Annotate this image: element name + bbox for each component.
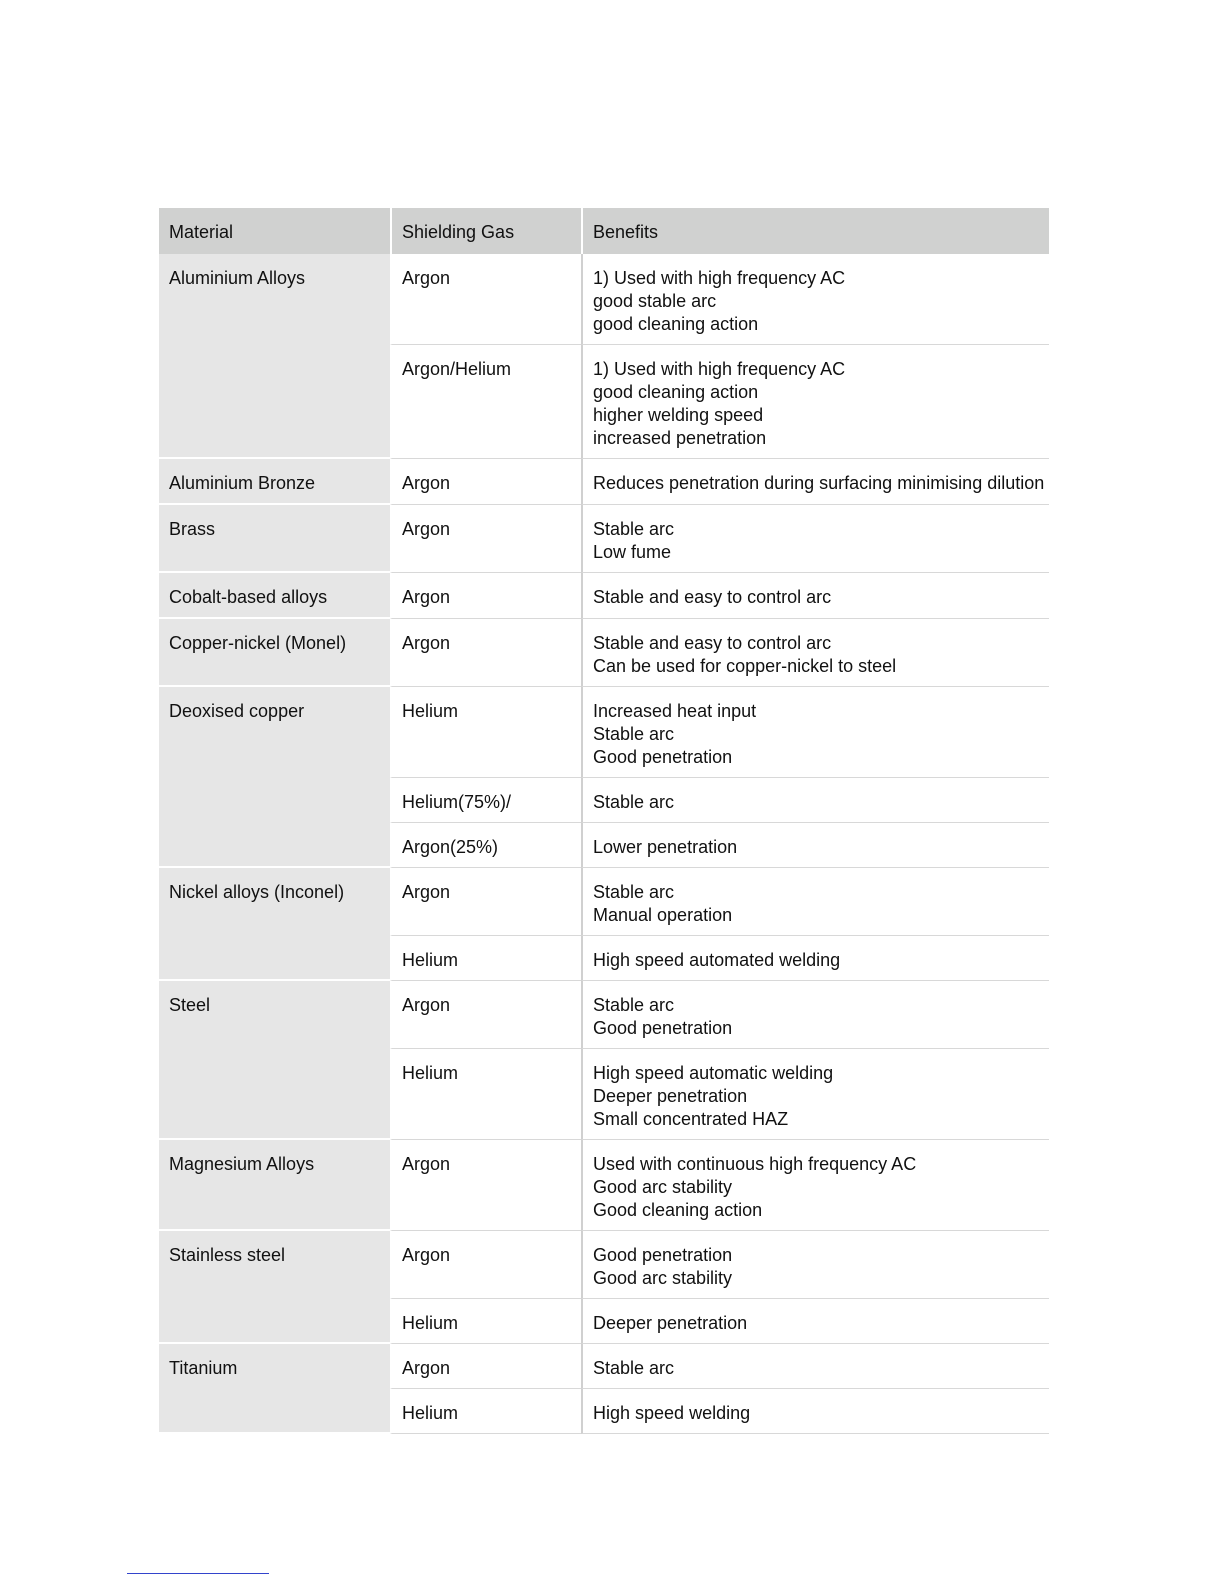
benefits-cell (581, 687, 1049, 778)
shielding-gas-cell: Helium (390, 1299, 581, 1344)
table-row (159, 1140, 1049, 1231)
benefits-cell (581, 254, 1049, 345)
shielding-gas-cell: Argon (390, 505, 581, 573)
benefit-line: good cleaning action (593, 382, 759, 402)
shielding-gas-cell: Argon (390, 1344, 581, 1389)
benefits-cell (581, 619, 1049, 687)
material-cell: Magnesium Alloys (159, 1140, 390, 1231)
benefit-line: Good penetration (593, 1018, 733, 1038)
benefit-line: Good arc stability (593, 1268, 733, 1288)
benefits-cell (581, 936, 1049, 981)
benefit-line: Stable and easy to control arc (593, 633, 832, 653)
header-row (159, 208, 1049, 254)
shielding-gas-cell: Argon (390, 981, 581, 1049)
shielding-gas-cell: Helium (390, 1049, 581, 1140)
material-cell: Copper-nickel (Monel) (159, 619, 390, 687)
footer-link-underline[interactable] (127, 1573, 269, 1574)
benefit-line: Can be used for copper-nickel to steel (593, 656, 897, 676)
material-cell: Aluminium Alloys (159, 254, 390, 459)
benefit-line: Good penetration (593, 747, 733, 767)
benefit-line: High speed automatic welding (593, 1063, 834, 1083)
table-row (159, 687, 1049, 778)
benefit-line: Increased heat input (593, 701, 757, 721)
benefits-cell (581, 778, 1049, 823)
benefits-cell (581, 459, 1049, 505)
benefit-line: Lower penetration (593, 837, 738, 857)
benefit-line: High speed welding (593, 1403, 751, 1423)
benefit-line: Reduces penetration during surfacing minimising dilution (593, 473, 1045, 493)
table-row (159, 573, 1049, 619)
table-row (159, 619, 1049, 687)
benefit-line: Good arc stability (593, 1177, 733, 1197)
table-header (159, 208, 1049, 254)
header-shielding-gas: Shielding Gas (390, 208, 581, 254)
benefits-cell (581, 1389, 1049, 1434)
benefits-cell (581, 1299, 1049, 1344)
benefit-line: High speed automated welding (593, 950, 841, 970)
shielding-gas-table-container (159, 208, 1049, 1434)
material-cell: Titanium (159, 1344, 390, 1434)
benefit-line: Stable arc (593, 792, 675, 812)
shielding-gas-cell: Argon (390, 254, 581, 345)
benefit-line: Stable arc (593, 724, 675, 744)
benefits-cell (581, 868, 1049, 936)
shielding-gas-cell: Argon (390, 1231, 581, 1299)
material-cell: Steel (159, 981, 390, 1140)
shielding-gas-cell: Argon (390, 573, 581, 619)
table-row (159, 254, 1049, 345)
material-cell: Brass (159, 505, 390, 573)
table-row (159, 1231, 1049, 1299)
benefit-line: Used with continuous high frequency AC (593, 1154, 917, 1174)
shielding-gas-cell: Argon (390, 459, 581, 505)
table-row (159, 459, 1049, 505)
benefit-line: Stable and easy to control arc (593, 587, 832, 607)
material-cell: Deoxised copper (159, 687, 390, 868)
benefit-line: higher welding speed (593, 405, 764, 425)
benefit-line: Manual operation (593, 905, 733, 925)
shielding-gas-cell: Argon (390, 619, 581, 687)
header-material: Material (159, 208, 390, 254)
benefit-line: Good penetration (593, 1245, 733, 1265)
benefits-cell (581, 1231, 1049, 1299)
benefits-cell (581, 823, 1049, 868)
benefits-cell (581, 573, 1049, 619)
table-row (159, 505, 1049, 573)
benefit-line: Stable arc (593, 882, 675, 902)
shielding-gas-cell: Helium (390, 1389, 581, 1434)
table-row (159, 868, 1049, 936)
material-cell: Stainless steel (159, 1231, 390, 1344)
benefits-cell (581, 1344, 1049, 1389)
benefits-cell (581, 981, 1049, 1049)
shielding-gas-cell: Argon (390, 868, 581, 936)
benefit-line: increased penetration (593, 428, 767, 448)
benefit-line: Deeper penetration (593, 1313, 748, 1333)
benefits-cell (581, 1049, 1049, 1140)
header-benefits: Benefits (581, 208, 1049, 254)
benefit-line: Good cleaning action (593, 1200, 763, 1220)
benefit-line: 1) Used with high frequency AC (593, 268, 846, 288)
benefits-cell (581, 505, 1049, 573)
benefit-line: good cleaning action (593, 314, 759, 334)
table-body (159, 254, 1049, 1434)
shielding-gas-cell: Helium(75%)/ (390, 778, 581, 823)
benefit-line: Stable arc (593, 1358, 675, 1378)
material-cell: Cobalt-based alloys (159, 573, 390, 619)
shielding-gas-cell: Helium (390, 687, 581, 778)
benefit-line: Stable arc (593, 519, 675, 539)
shielding-gas-cell: Argon (390, 1140, 581, 1231)
benefit-line: 1) Used with high frequency AC (593, 359, 846, 379)
benefit-line: Deeper penetration (593, 1086, 748, 1106)
table-row (159, 981, 1049, 1049)
benefit-line: Low fume (593, 542, 672, 562)
benefits-cell (581, 345, 1049, 459)
benefit-line: good stable arc (593, 291, 717, 311)
shielding-gas-cell: Argon(25%) (390, 823, 581, 868)
benefit-line: Small concentrated HAZ (593, 1109, 789, 1129)
shielding-gas-table (159, 208, 1049, 1434)
material-cell: Aluminium Bronze (159, 459, 390, 505)
benefits-cell (581, 1140, 1049, 1231)
table-row (159, 1344, 1049, 1389)
shielding-gas-cell: Argon/Helium (390, 345, 581, 459)
benefit-line: Stable arc (593, 995, 675, 1015)
shielding-gas-cell: Helium (390, 936, 581, 981)
material-cell: Nickel alloys (Inconel) (159, 868, 390, 981)
